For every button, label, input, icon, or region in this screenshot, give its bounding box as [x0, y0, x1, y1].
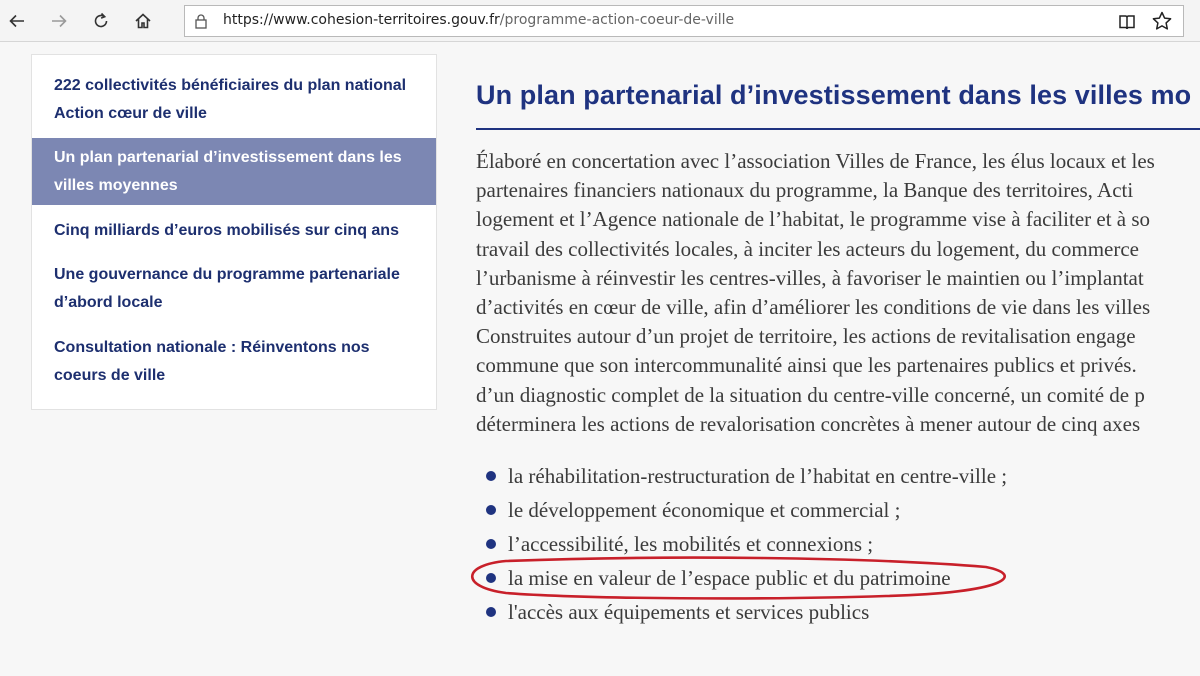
- sidebar-item-label: Un plan partenarial d’investissement dans les villes moyennes: [54, 149, 402, 194]
- sidebar-item-label: Une gouvernance du programme partenariale d’abord locale: [54, 266, 400, 311]
- bullet-dot-icon: [486, 505, 496, 515]
- home-icon: [133, 11, 153, 31]
- list-item: [486, 459, 1007, 493]
- sidebar-item-label: Consultation nationale : Réinventons nos coeurs de ville: [54, 339, 370, 384]
- sidebar-nav: [31, 54, 437, 410]
- bullet-dot-icon: [486, 573, 496, 583]
- sidebar-item-cinq-milliards[interactable]: [32, 217, 436, 245]
- url-path: /programme-action-coeur-de-ville: [499, 12, 735, 28]
- sidebar-item-consultation[interactable]: [32, 334, 436, 392]
- forward-icon: [49, 11, 69, 31]
- bullet-text: l'accès aux équipements et services publics: [508, 600, 870, 624]
- url-text[interactable]: [223, 12, 734, 28]
- sidebar-item-label: Cinq milliards d’euros mobilisés sur cinq ans: [54, 222, 399, 239]
- sidebar-item-collectivites[interactable]: [32, 72, 436, 130]
- bullet-text: l’accessibilité, les mobilités et connexions ;: [508, 532, 874, 556]
- sidebar-item-label: 222 collectivités bénéficiaires du plan national Action cœur de ville: [54, 77, 407, 122]
- bullet-text: la mise en valeur de l’espace public et du patrimoine: [508, 566, 951, 590]
- back-icon: [7, 11, 27, 31]
- paragraph-line: logement et l’Agence nationale de l’habitat, le programme vise à faciliter et à so: [476, 207, 1151, 232]
- bullet-text: la réhabilitation-restructuration de l’habitat en centre-ville ;: [508, 464, 1008, 488]
- url-domain: https://www.cohesion-territoires.gouv.fr: [223, 12, 500, 28]
- forward-button[interactable]: [44, 6, 74, 36]
- reading-view-icon[interactable]: [1117, 12, 1137, 32]
- refresh-icon: [91, 11, 111, 31]
- paragraph-line: partenaires financiers nationaux du programme, la Banque des territoires, Acti: [476, 178, 1134, 203]
- axes-bullet-list: [486, 459, 1007, 629]
- sidebar-item-gouvernance[interactable]: [32, 261, 436, 319]
- list-item: [486, 561, 1007, 595]
- paragraph-line: commune que son intercommunalité ainsi que les partenaires publics et privés.: [476, 353, 1137, 378]
- list-item: [486, 493, 1007, 527]
- bullet-dot-icon: [486, 607, 496, 617]
- paragraph-line: d’activités en cœur de ville, afin d’améliorer les conditions de vie dans les villes: [476, 295, 1151, 320]
- bullet-dot-icon: [486, 471, 496, 481]
- home-button[interactable]: [128, 6, 158, 36]
- paragraph-line: travail des collectivités locales, à inciter les acteurs du logement, du commerce: [476, 236, 1139, 261]
- paragraph-line: Élaboré en concertation avec l’association Villes de France, les élus locaux et les: [476, 149, 1155, 173]
- address-bar[interactable]: [184, 5, 1184, 37]
- bullet-text: le développement économique et commercial ;: [508, 498, 901, 522]
- paragraph-line: Construites autour d’un projet de territoire, les actions de revitalisation engage: [476, 324, 1136, 349]
- paragraph-line: d’un diagnostic complet de la situation du centre-ville concerné, un comité de p: [476, 382, 1145, 407]
- page-title: Un plan partenarial d’investissement dans les villes mo: [476, 80, 1192, 110]
- list-item: [486, 595, 1007, 629]
- title-divider: [476, 128, 1200, 130]
- lock-icon: [193, 13, 209, 29]
- favorite-star-icon[interactable]: [1151, 10, 1173, 32]
- bullet-dot-icon: [486, 539, 496, 549]
- intro-paragraph: [476, 147, 1200, 436]
- list-item: [486, 527, 1007, 561]
- back-button[interactable]: [2, 6, 32, 36]
- paragraph-line: l’urbanisme à réinvestir les centres-villes, à favoriser le maintien ou l’implantat: [476, 265, 1144, 290]
- sidebar-item-plan-partenarial[interactable]: [32, 138, 436, 205]
- browser-toolbar: [0, 0, 1200, 42]
- refresh-button[interactable]: [86, 6, 116, 36]
- paragraph-line: déterminera les actions de revalorisation concrètes à mener autour de cinq axes: [476, 411, 1141, 436]
